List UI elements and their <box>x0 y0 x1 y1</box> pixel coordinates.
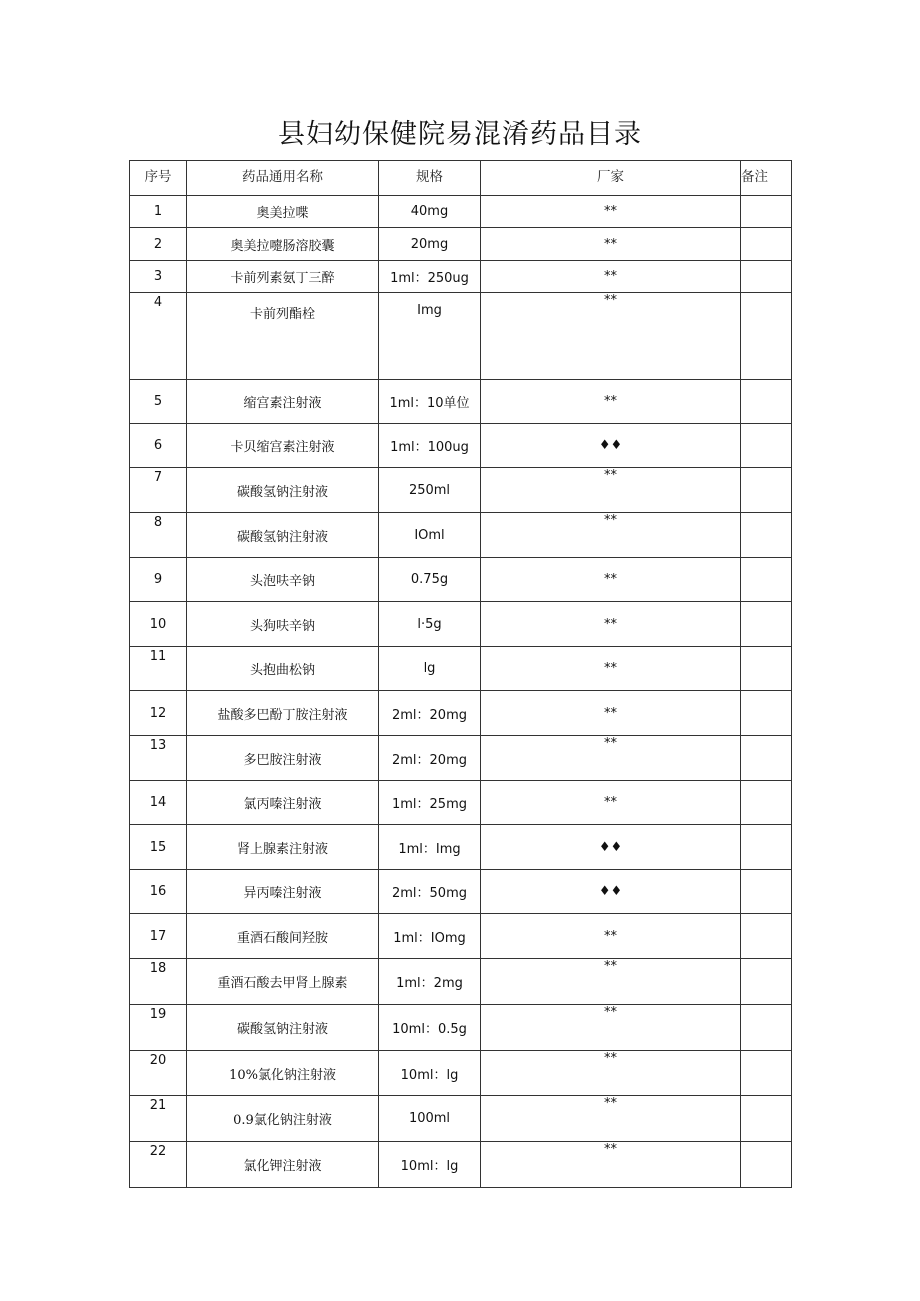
row-no: 19 <box>130 1005 187 1051</box>
row-name: 奥美拉喋 <box>187 196 379 228</box>
row-remarks <box>741 914 792 959</box>
table-row <box>130 602 792 647</box>
row-no: 1 <box>130 196 187 228</box>
row-name: 肾上腺素注射液 <box>187 825 379 870</box>
row-remarks <box>741 736 792 781</box>
table-row <box>130 914 792 959</box>
table-row <box>130 558 792 602</box>
row-no: 20 <box>130 1051 187 1096</box>
table-row <box>130 196 792 228</box>
row-spec: 1ml：100ug <box>379 424 481 468</box>
row-manufacturer: ** <box>481 1051 741 1096</box>
row-manufacturer: ♦♦ <box>481 825 741 870</box>
row-manufacturer: ** <box>481 914 741 959</box>
row-manufacturer: ** <box>481 736 741 781</box>
row-manufacturer: ** <box>481 293 741 380</box>
table-row <box>130 781 792 825</box>
row-remarks <box>741 870 792 914</box>
row-spec: 1ml：10单位 <box>379 380 481 424</box>
table-row <box>130 1142 792 1188</box>
row-remarks <box>741 781 792 825</box>
row-spec: 2ml：50mg <box>379 870 481 914</box>
row-remarks <box>741 228 792 261</box>
row-no: 17 <box>130 914 187 959</box>
row-no: 9 <box>130 558 187 602</box>
row-no: 2 <box>130 228 187 261</box>
row-no: 15 <box>130 825 187 870</box>
table-row <box>130 228 792 261</box>
row-no: 8 <box>130 513 187 558</box>
row-name: 碳酸氢钠注射液 <box>187 513 379 558</box>
table-row <box>130 261 792 293</box>
row-name: 氯化钾注射液 <box>187 1142 379 1188</box>
row-spec: l·5g <box>379 602 481 647</box>
row-no: 13 <box>130 736 187 781</box>
row-manufacturer: ** <box>481 558 741 602</box>
row-manufacturer: ** <box>481 196 741 228</box>
row-spec: 2ml：20mg <box>379 691 481 736</box>
row-name: 碳酸氢钠注射液 <box>187 1005 379 1051</box>
row-spec: 1ml：Img <box>379 825 481 870</box>
table-row <box>130 959 792 1005</box>
row-remarks <box>741 647 792 691</box>
row-spec: 10ml：lg <box>379 1051 481 1096</box>
row-name: 异丙嗪注射液 <box>187 870 379 914</box>
row-spec: 10ml：0.5g <box>379 1005 481 1051</box>
row-spec: 0.75g <box>379 558 481 602</box>
row-manufacturer: ** <box>481 1005 741 1051</box>
row-spec: 40mg <box>379 196 481 228</box>
header-no: 序号 <box>130 161 187 196</box>
row-remarks <box>741 691 792 736</box>
row-name: 重酒石酸间羟胺 <box>187 914 379 959</box>
table-row <box>130 424 792 468</box>
row-no: 7 <box>130 468 187 513</box>
row-no: 21 <box>130 1096 187 1142</box>
table-row <box>130 513 792 558</box>
row-name: 头抱曲松钠 <box>187 647 379 691</box>
row-name: 多巴胺注射液 <box>187 736 379 781</box>
row-remarks <box>741 825 792 870</box>
row-name: 头狗呋辛钠 <box>187 602 379 647</box>
row-no: 6 <box>130 424 187 468</box>
row-remarks <box>741 602 792 647</box>
row-manufacturer: ** <box>481 261 741 293</box>
header-manufacturer: 厂家 <box>481 161 741 196</box>
row-name: 10%氯化钠注射液 <box>187 1051 379 1096</box>
row-remarks <box>741 196 792 228</box>
row-spec: 250ml <box>379 468 481 513</box>
row-remarks <box>741 1096 792 1142</box>
table-row <box>130 691 792 736</box>
row-manufacturer: ** <box>481 691 741 736</box>
row-spec: 2ml：20mg <box>379 736 481 781</box>
row-no: 4 <box>130 293 187 380</box>
row-manufacturer: ** <box>481 647 741 691</box>
row-manufacturer: ** <box>481 959 741 1005</box>
row-manufacturer: ♦♦ <box>481 424 741 468</box>
table-row <box>130 870 792 914</box>
row-no: 12 <box>130 691 187 736</box>
row-manufacturer: ** <box>481 1142 741 1188</box>
page-title: 县妇幼保健院易混淆药品目录 <box>278 119 642 150</box>
row-manufacturer: ** <box>481 602 741 647</box>
row-spec: 1ml：2mg <box>379 959 481 1005</box>
row-spec: IOml <box>379 513 481 558</box>
row-manufacturer: ** <box>481 1096 741 1142</box>
header-remarks: 备注 <box>741 161 792 196</box>
row-name: 头泡呋辛钠 <box>187 558 379 602</box>
table-row <box>130 380 792 424</box>
table-row <box>130 1051 792 1096</box>
row-no: 14 <box>130 781 187 825</box>
row-manufacturer: ** <box>481 380 741 424</box>
table-row <box>130 468 792 513</box>
row-remarks <box>741 1142 792 1188</box>
row-spec: 1ml：IOmg <box>379 914 481 959</box>
row-name: 氯丙嗪注射液 <box>187 781 379 825</box>
table-row <box>130 293 792 380</box>
row-remarks <box>741 1005 792 1051</box>
row-no: 22 <box>130 1142 187 1188</box>
row-manufacturer: ** <box>481 513 741 558</box>
row-remarks <box>741 959 792 1005</box>
row-no: 5 <box>130 380 187 424</box>
row-name: 卡前列酯栓 <box>187 293 379 380</box>
row-no: 3 <box>130 261 187 293</box>
table-row <box>130 1096 792 1142</box>
row-name: 0.9氯化钠注射液 <box>187 1096 379 1142</box>
row-spec: 100ml <box>379 1096 481 1142</box>
table-row <box>130 825 792 870</box>
row-manufacturer: ** <box>481 781 741 825</box>
row-remarks <box>741 513 792 558</box>
row-remarks <box>741 380 792 424</box>
row-no: 11 <box>130 647 187 691</box>
table-row <box>130 1005 792 1051</box>
row-name: 盐酸多巴酚丁胺注射液 <box>187 691 379 736</box>
row-name: 缩宫素注射液 <box>187 380 379 424</box>
row-remarks <box>741 558 792 602</box>
row-spec: 20mg <box>379 228 481 261</box>
row-manufacturer: ** <box>481 228 741 261</box>
row-spec: lg <box>379 647 481 691</box>
row-spec: 10ml：lg <box>379 1142 481 1188</box>
row-manufacturer: ** <box>481 468 741 513</box>
row-remarks <box>741 1051 792 1096</box>
row-name: 重酒石酸去甲肾上腺素 <box>187 959 379 1005</box>
row-name: 卡前列素氨丁三醉 <box>187 261 379 293</box>
row-remarks <box>741 261 792 293</box>
row-name: 碳酸氢钠注射液 <box>187 468 379 513</box>
row-no: 16 <box>130 870 187 914</box>
row-manufacturer: ♦♦ <box>481 870 741 914</box>
row-remarks <box>741 424 792 468</box>
table-row <box>130 647 792 691</box>
row-name: 卡贝缩宫素注射液 <box>187 424 379 468</box>
drug-table <box>129 160 792 1188</box>
row-remarks <box>741 468 792 513</box>
header-spec: 规格 <box>379 161 481 196</box>
row-spec: 1ml：250ug <box>379 261 481 293</box>
row-spec: Img <box>379 293 481 380</box>
row-no: 18 <box>130 959 187 1005</box>
header-name: 药品通用名称 <box>187 161 379 196</box>
row-spec: 1ml：25mg <box>379 781 481 825</box>
row-remarks <box>741 293 792 380</box>
row-no: 10 <box>130 602 187 647</box>
table-header-row <box>130 161 792 196</box>
row-name: 奥美拉嚏肠溶胶囊 <box>187 228 379 261</box>
table-row <box>130 736 792 781</box>
